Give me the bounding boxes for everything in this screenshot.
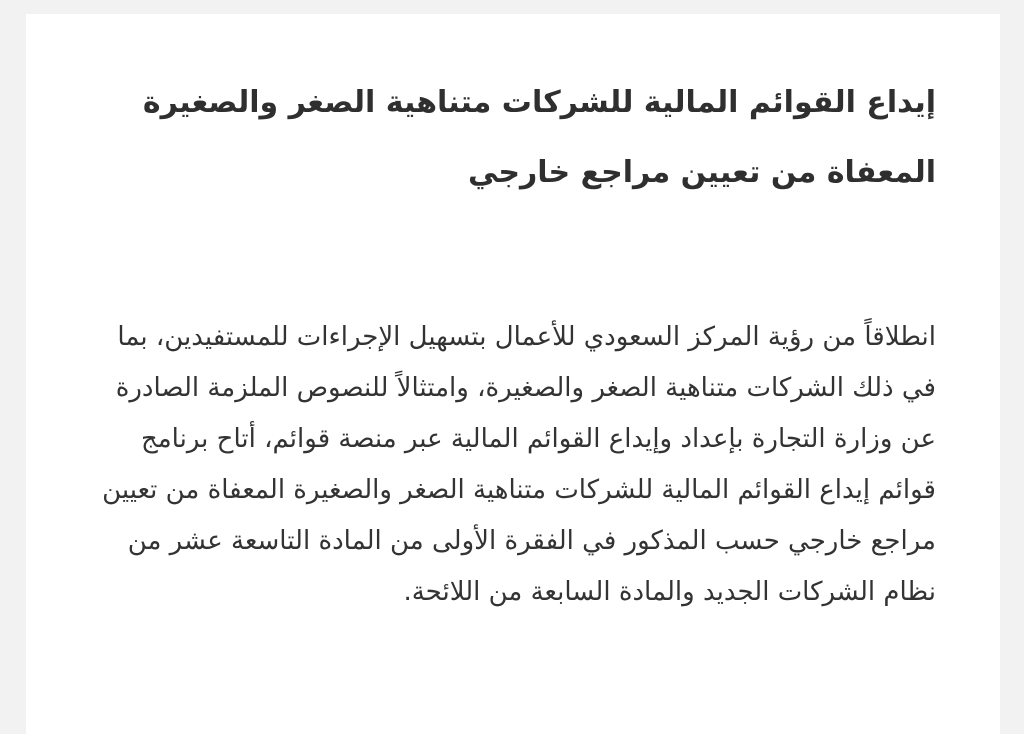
page-title: إيداع القوائم المالية للشركات متناهية الصغر والصغيرة المعفاة من تعيين مراجع خارجي bbox=[142, 85, 936, 190]
article-paragraph: انطلاقاً من رؤية المركز السعودي للأعمال بتسهيل الإجراءات للمستفيدين، بما في ذلك الشركات متناهية الصغر والصغيرة، وامتثالاً للنصوص الملزمة الصادرة عن وزارة التجارة بإعداد وإيداع القوائم المالية عبر منصة قوائم، أتاح برنامج قوائم إيداع القوائم المالية للشركات متناهية الصغر والصغيرة المعفاة من تعيين مراجع خارجي حسب المذكور في الفقرة الأولى من المادة التاسعة عشر من نظام الشركات الجديد والمادة السابعة من اللائحة. bbox=[102, 322, 936, 607]
content-card bbox=[26, 14, 1000, 734]
